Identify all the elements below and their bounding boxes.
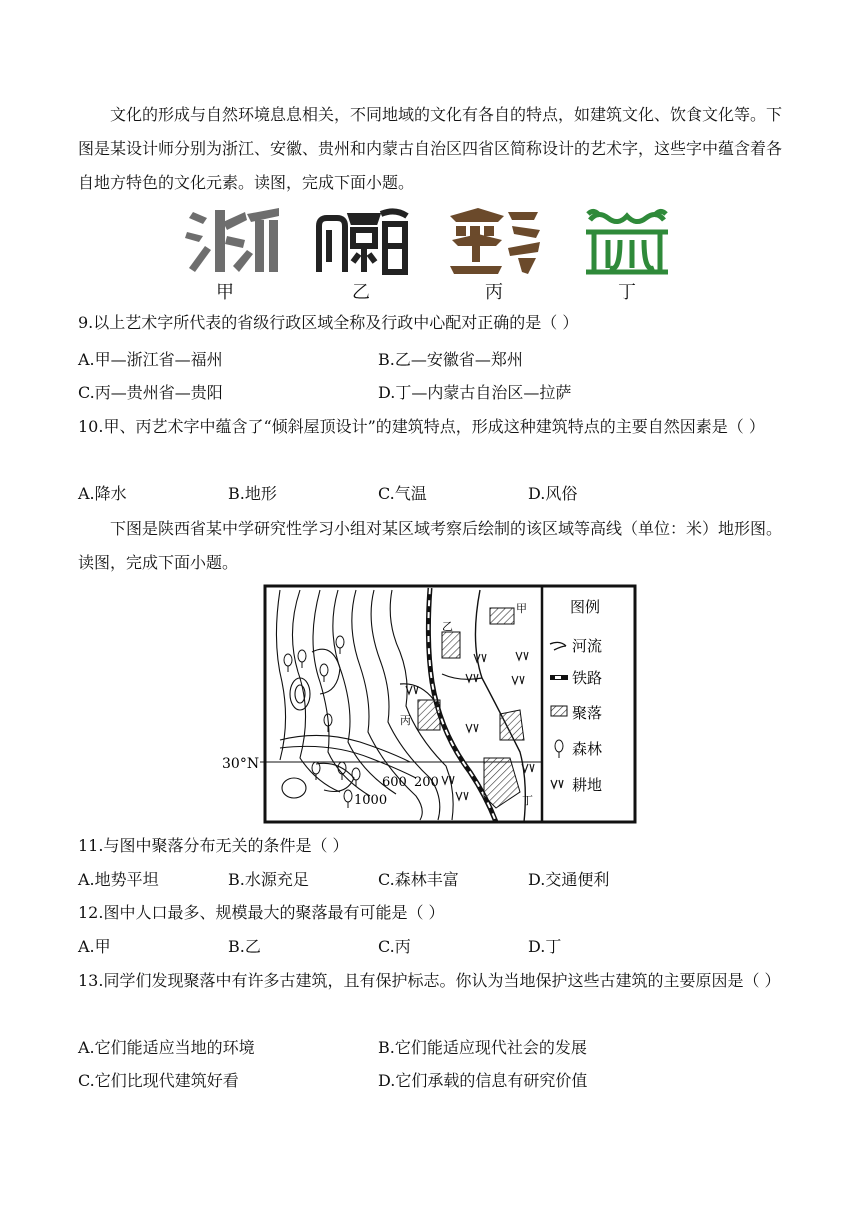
settlement-label-jia: 甲: [516, 602, 527, 615]
settlement-bing: [418, 700, 440, 730]
art-label-ding: 丁: [618, 282, 636, 303]
q13-option-c[interactable]: C.它们比现代建筑好看: [78, 1071, 239, 1090]
art-label-yi: 乙: [352, 282, 370, 303]
latitude-label: 30°N: [222, 756, 260, 772]
q11-option-b[interactable]: B.水源充足: [228, 870, 309, 889]
q11-option-a[interactable]: A.地势平坦: [78, 870, 159, 889]
river-branch: [442, 674, 482, 679]
q11-option-d[interactable]: D.交通便利: [528, 870, 610, 889]
contour-label-1000: 1000: [354, 793, 388, 808]
intro-paragraph-1: 文化的形成与自然环境息息相关，不同地域的文化有各自的特点，如建筑文化、饮食文化等。下图是某设计师分别为浙江、安徽、贵州和内蒙古自治区四省区简称设计的艺术字，这些字中蕴含着各自地方特色的文化元素。读图，完成下面小题。: [78, 105, 783, 192]
legend-title: 图例: [570, 598, 601, 616]
q10-option-d[interactable]: D.风俗: [528, 484, 578, 503]
legend-settlement-label: 聚落: [572, 704, 603, 722]
settlement-ding: [484, 758, 520, 808]
question-11-stem: 11.与图中聚落分布无关的条件是（ ）: [78, 836, 349, 855]
q9-option-d[interactable]: D.丁—内蒙古自治区—拉萨: [378, 383, 572, 402]
map-legend: [550, 598, 602, 794]
question-10-stem: 10.甲、丙艺术字中蕴含了“倾斜屋顶设计”的建筑特点，形成这种建筑特点的主要自然因素是（ ）: [78, 417, 765, 436]
settlement-label-bing: 丙: [400, 714, 411, 727]
q12-option-a[interactable]: A.甲: [78, 937, 111, 956]
contour-label-200: 200: [414, 775, 439, 790]
settlement-unlabeled: [500, 710, 524, 740]
legend-railway-label: 铁路: [572, 669, 603, 687]
q12-option-b[interactable]: B.乙: [228, 937, 261, 956]
legend-forest-label: 森林: [572, 740, 603, 758]
legend-river-label: 河流: [572, 637, 603, 655]
legend-farmland-icon: [551, 780, 563, 788]
q12-option-d[interactable]: D.丁: [528, 937, 562, 956]
art-character-yi: [315, 206, 410, 276]
art-character-jia: [185, 206, 280, 276]
question-12-stem: 12.图中人口最多、规模最大的聚落最有可能是（ ）: [78, 903, 445, 922]
intro-paragraph-2: 下图是陕西省某中学研究性学习小组对某区域考察后绘制的该区域等高线（单位：米）地形图。读图，完成下面小题。: [78, 519, 783, 572]
art-label-jia: 甲: [216, 282, 234, 303]
q11-option-c[interactable]: C.森林丰富: [378, 870, 459, 889]
q9-option-c[interactable]: C.丙—贵州省—贵阳: [78, 383, 223, 402]
contour-label-600: 600: [382, 775, 407, 790]
q13-option-a[interactable]: A.它们能适应当地的环境: [78, 1038, 255, 1057]
art-character-ding: [580, 206, 675, 276]
q13-option-d[interactable]: D.它们承载的信息有研究价值: [378, 1071, 588, 1090]
legend-river-icon: [550, 642, 566, 650]
settlement-label-yi: 乙: [442, 620, 453, 633]
q10-option-a[interactable]: A.降水: [78, 484, 127, 503]
settlement-jia: [490, 608, 514, 624]
question-9-stem: 9.以上艺术字所代表的省级行政区域全称及行政中心配对正确的是（ ）: [78, 313, 579, 332]
legend-forest-icon: [555, 740, 563, 752]
q12-option-c[interactable]: C.丙: [378, 937, 411, 956]
art-character-bing: [448, 206, 543, 276]
settlement-label-ding: 丁: [522, 794, 533, 807]
q13-option-b[interactable]: B.它们能适应现代社会的发展: [378, 1038, 587, 1057]
settlement-yi: [442, 632, 460, 658]
legend-farmland-label: 耕地: [572, 776, 603, 794]
q10-option-c[interactable]: C.气温: [378, 484, 427, 503]
q9-option-b[interactable]: B.乙—安徽省—郑州: [378, 350, 523, 369]
question-13-stem: 13.同学们发现聚落中有许多古建筑，且有保护标志。你认为当地保护这些古建筑的主要原因是（ ）: [78, 971, 781, 990]
art-characters-figure: [180, 206, 700, 303]
art-label-bing: 丙: [485, 282, 503, 303]
contour-map: [220, 582, 640, 827]
q9-option-a[interactable]: A.甲—浙江省—福州: [78, 350, 223, 369]
q10-option-b[interactable]: B.地形: [228, 484, 277, 503]
legend-settlement-icon: [551, 706, 567, 716]
